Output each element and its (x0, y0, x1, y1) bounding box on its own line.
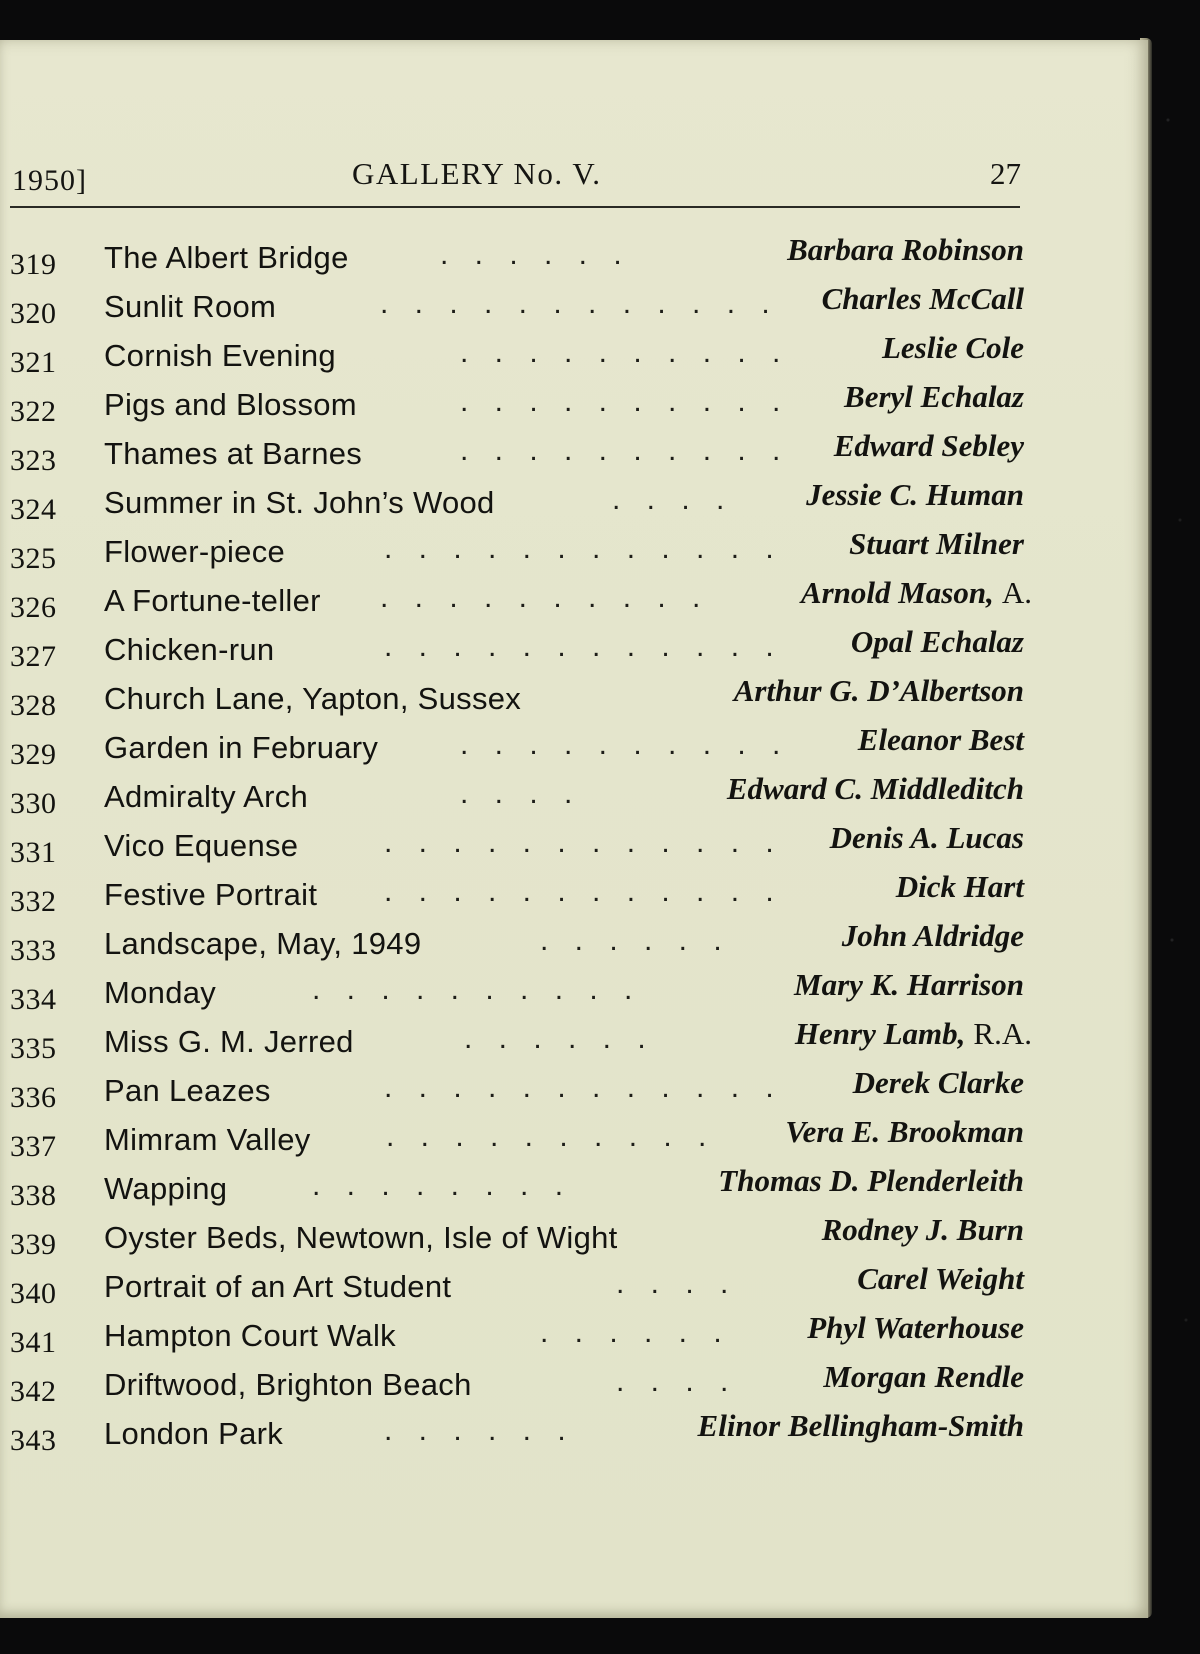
artist-name: Rodney J. Burn (821, 1212, 1024, 1247)
entry-title: The Albert Bridge (104, 240, 349, 275)
artist-name: Vera E. Brookman (785, 1114, 1024, 1149)
artist-name: Derek Clarke (852, 1065, 1024, 1100)
header-rule (10, 206, 1020, 208)
dot-leader: . . . . . . (440, 238, 631, 271)
entry-artist (858, 722, 1032, 758)
page-title: GALLERY No. V. (352, 156, 602, 191)
entry-title: Admiralty Arch (104, 779, 309, 814)
entry-title: Summer in St. John’s Wood (104, 485, 495, 520)
artist-name: Dick Hart (895, 869, 1024, 904)
entry-title: Sunlit Room (104, 289, 277, 324)
entry-artist (718, 1163, 1032, 1199)
catalogue-entry (0, 765, 1040, 820)
entry-artist (822, 1212, 1032, 1248)
entry-number: 339 (10, 1228, 57, 1261)
catalogue-entry (0, 1353, 1040, 1408)
entry-title: London Park (104, 1416, 284, 1451)
artist-name: Arthur G. D’Albertson (733, 673, 1024, 708)
entry-title: Mimram Valley (104, 1122, 311, 1157)
catalogue-entry (0, 667, 1040, 722)
entry-number: 343 (10, 1424, 57, 1457)
dot-leader: . . . . . . . . . . . . (380, 287, 779, 320)
dot-leader: . . . . . . . . . . . . (384, 826, 783, 859)
entry-artist (734, 673, 1032, 709)
catalogue-entry (0, 618, 1040, 673)
entry-artist (806, 477, 1032, 513)
entry-artist (698, 1408, 1032, 1444)
entry-title: Oyster Beds, Newtown, Isle of Wight (104, 1220, 618, 1255)
entry-number: 330 (10, 787, 57, 820)
catalogue-entry (0, 324, 1040, 379)
dot-leader: . . . . (616, 1365, 738, 1398)
artist-name: Barbara Robinson (787, 232, 1024, 267)
artist-name: Mary K. Harrison (794, 967, 1024, 1002)
entry-artist (795, 1016, 1032, 1052)
entry-number: 320 (10, 297, 57, 330)
catalogue-entry (0, 471, 1040, 526)
dot-leader: . . . . . . (540, 924, 731, 957)
dot-leader: . . . . . . . . . . . . (384, 875, 783, 908)
dot-leader: . . . . . . . . . . . . (384, 630, 783, 663)
catalogue-entry (0, 226, 1040, 281)
artist-name: Thomas D. Plenderleith (718, 1163, 1024, 1198)
catalogue-entry (0, 520, 1040, 575)
dot-leader: . . . . . . (464, 1022, 655, 1055)
entry-number: 322 (10, 395, 57, 428)
dot-leader: . . . . . . . . . . (312, 973, 642, 1006)
artist-name: Stuart Milner (849, 526, 1024, 561)
entry-title: Portrait of an Art Student (104, 1269, 452, 1304)
entry-number: 321 (10, 346, 57, 379)
artist-name: Henry Lamb, (794, 1016, 966, 1051)
entry-artist (896, 869, 1032, 905)
entry-artist (844, 379, 1032, 415)
catalogue-entry (0, 275, 1040, 330)
entry-title: Landscape, May, 1949 (104, 926, 422, 961)
entry-artist (830, 820, 1032, 856)
entry-title: Pan Leazes (104, 1073, 271, 1108)
entry-title: Vico Equense (104, 828, 299, 863)
entry-number: 337 (10, 1130, 57, 1163)
entry-title: Pigs and Blossom (104, 387, 357, 422)
entry-number: 319 (10, 248, 57, 281)
entry-title: Thames at Barnes (104, 436, 363, 471)
entry-title: A Fortune-teller (104, 583, 321, 618)
entry-number: 332 (10, 885, 57, 918)
entry-number: 333 (10, 934, 57, 967)
catalogue-entry (0, 1402, 1040, 1457)
catalogue-entry (0, 373, 1040, 428)
catalogue-entry (0, 912, 1040, 967)
dot-leader: . . . . . . . . . . . . (384, 532, 783, 565)
artist-name: Jessie C. Human (806, 477, 1024, 512)
artist-name: Opal Echalaz (850, 624, 1024, 659)
artist-name: Charles McCall (821, 281, 1024, 316)
artist-name: Beryl Echalaz (844, 379, 1024, 414)
entry-title: Wapping (104, 1171, 228, 1206)
entry-number: 340 (10, 1277, 57, 1310)
dot-leader: . . . . . . . . . . (460, 385, 790, 418)
page-number: 27 (990, 156, 1021, 191)
entry-artist (823, 1359, 1032, 1395)
dot-leader: . . . . (612, 483, 734, 516)
entry-artist (727, 771, 1032, 807)
entry-title: Monday (104, 975, 217, 1010)
artist-name: Denis A. Lucas (829, 820, 1024, 855)
artist-honors: A. (1001, 575, 1032, 610)
entry-artist (785, 1114, 1032, 1150)
entry-title: Hampton Court Walk (104, 1318, 396, 1353)
entry-artist (882, 330, 1032, 366)
artist-name: Phyl Waterhouse (807, 1310, 1024, 1345)
entry-artist (822, 281, 1032, 317)
catalogue-entry (0, 961, 1040, 1016)
entry-number: 328 (10, 689, 57, 722)
running-header (0, 150, 1030, 200)
catalogue-entry (0, 1059, 1040, 1114)
artist-name: Morgan Rendle (823, 1359, 1024, 1394)
entry-number: 334 (10, 983, 57, 1016)
artist-name: Carel Weight (857, 1261, 1024, 1296)
entry-title: Chicken-run (104, 632, 275, 667)
entry-artist (801, 575, 1032, 611)
entry-title: Festive Portrait (104, 877, 318, 912)
dot-leader: . . . . . . . . . . (386, 1120, 716, 1153)
entry-artist (851, 624, 1032, 660)
entry-artist (842, 918, 1032, 954)
catalogue-entry (0, 1010, 1040, 1065)
entry-title: Flower-piece (104, 534, 286, 569)
dot-leader: . . . . . . (384, 1414, 575, 1447)
entry-number: 327 (10, 640, 57, 673)
entry-artist (849, 526, 1032, 562)
entry-number: 335 (10, 1032, 57, 1065)
entry-artist (857, 1261, 1032, 1297)
artist-name: Edward C. Middleditch (726, 771, 1024, 806)
catalogue-entry (0, 1157, 1040, 1212)
catalogue-entry (0, 422, 1040, 477)
catalogue-entry (0, 1304, 1040, 1359)
artist-name: Eleanor Best (857, 722, 1024, 757)
artist-name: John Aldridge (841, 918, 1024, 953)
entry-title: Cornish Evening (104, 338, 336, 373)
entry-artist (787, 232, 1032, 268)
artist-name: Arnold Mason, (800, 575, 994, 610)
entry-artist (834, 428, 1032, 464)
catalogue-entry (0, 863, 1040, 918)
catalogue-entry (0, 716, 1040, 771)
entry-number: 324 (10, 493, 57, 526)
artist-honors: R.A. (973, 1016, 1032, 1051)
entry-number: 338 (10, 1179, 57, 1212)
artist-name: Edward Sebley (833, 428, 1024, 463)
catalogue-entry (0, 1255, 1040, 1310)
header-year: 1950] (12, 164, 87, 197)
entry-number: 325 (10, 542, 57, 575)
entry-title: Driftwood, Brighton Beach (104, 1367, 472, 1402)
dot-leader: . . . . . . (540, 1316, 731, 1349)
dot-leader: . . . . . . . . . . (460, 336, 790, 369)
dot-leader: . . . . . . . . . . (460, 434, 790, 467)
dot-leader: . . . . . . . . . . (460, 728, 790, 761)
entry-number: 342 (10, 1375, 57, 1408)
entry-artist (807, 1310, 1032, 1346)
entry-number: 329 (10, 738, 57, 771)
catalogue-entry (0, 1108, 1040, 1163)
entry-title: Miss G. M. Jerred (104, 1024, 354, 1059)
catalogue-entry (0, 569, 1040, 624)
entry-artist (853, 1065, 1032, 1101)
catalogue-entry (0, 814, 1040, 869)
entry-number: 341 (10, 1326, 57, 1359)
entry-number: 326 (10, 591, 57, 624)
dot-leader: . . . . . . . . . . (380, 581, 710, 614)
entry-artist (794, 967, 1032, 1003)
entry-title: Garden in February (104, 730, 379, 765)
artist-name: Leslie Cole (881, 330, 1024, 365)
dot-leader: . . . . (460, 777, 582, 810)
entry-number: 331 (10, 836, 57, 869)
entry-title: Church Lane, Yapton, Sussex (104, 681, 522, 716)
entry-number: 336 (10, 1081, 57, 1114)
entry-number: 323 (10, 444, 57, 477)
catalogue-entry (0, 1206, 1040, 1261)
artist-name: Elinor Bellingham-Smith (697, 1408, 1024, 1443)
dot-leader: . . . . (616, 1267, 738, 1300)
dot-leader: . . . . . . . . . . . . (384, 1071, 783, 1104)
dot-leader: . . . . . . . . (312, 1169, 573, 1202)
